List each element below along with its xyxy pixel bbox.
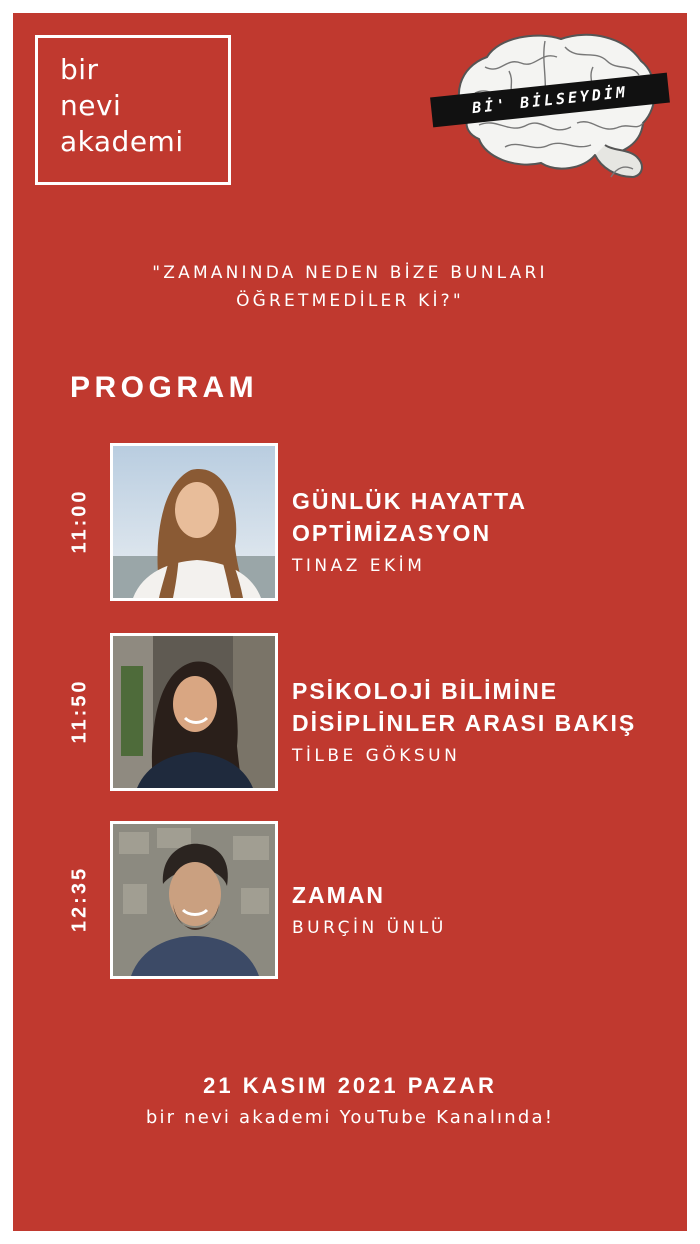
session-title-line-1: GÜNLÜK HAYATTA xyxy=(292,488,528,514)
event-date: 21 KASIM 2021 PAZAR xyxy=(203,1073,497,1098)
program-item xyxy=(13,633,687,789)
session-info xyxy=(292,879,447,943)
program-heading: PROGRAM xyxy=(70,371,259,404)
program-item xyxy=(13,443,687,599)
logo-line-1: bir xyxy=(60,53,99,86)
session-time xyxy=(65,443,95,599)
time-label: 11:00 xyxy=(68,488,91,554)
session-title-line-1: ZAMAN xyxy=(292,882,386,908)
session-title-line-2: DİSİPLİNLER ARASI BAKIŞ xyxy=(292,710,637,736)
session-title-line-2: OPTİMİZASYON xyxy=(292,520,492,546)
session-info xyxy=(292,675,636,771)
session-time xyxy=(65,821,95,977)
speaker-photo xyxy=(110,633,278,791)
speaker-name: TİLBE GÖKSUN xyxy=(292,746,461,766)
speaker-photo xyxy=(110,443,278,601)
tagline-quote xyxy=(13,259,687,315)
speaker-name: BURÇİN ÜNLÜ xyxy=(292,918,447,938)
logo-line-2: nevi xyxy=(60,89,122,122)
session-title-line-1: PSİKOLOJİ BİLİMİNE xyxy=(292,678,559,704)
channel-note: bir nevi akademi YouTube Kanalında! xyxy=(145,1107,555,1128)
event-poster xyxy=(13,13,687,1231)
session-info xyxy=(292,485,527,581)
quote-line-2: ÖĞRETMEDİLER Kİ?" xyxy=(236,291,464,311)
badge-text: Bİ' BİLSEYDİM xyxy=(471,82,629,118)
program-item xyxy=(13,821,687,977)
speaker-name: TINAZ EKİM xyxy=(292,556,426,576)
time-label: 11:50 xyxy=(68,678,91,744)
speaker-photo xyxy=(110,821,278,979)
session-time xyxy=(65,633,95,789)
quote-line-1: "ZAMANINDA NEDEN BİZE BUNLARI xyxy=(152,263,548,283)
logo-line-3: akademi xyxy=(60,125,184,158)
time-label: 12:35 xyxy=(68,865,91,933)
brand-logo xyxy=(35,35,231,185)
